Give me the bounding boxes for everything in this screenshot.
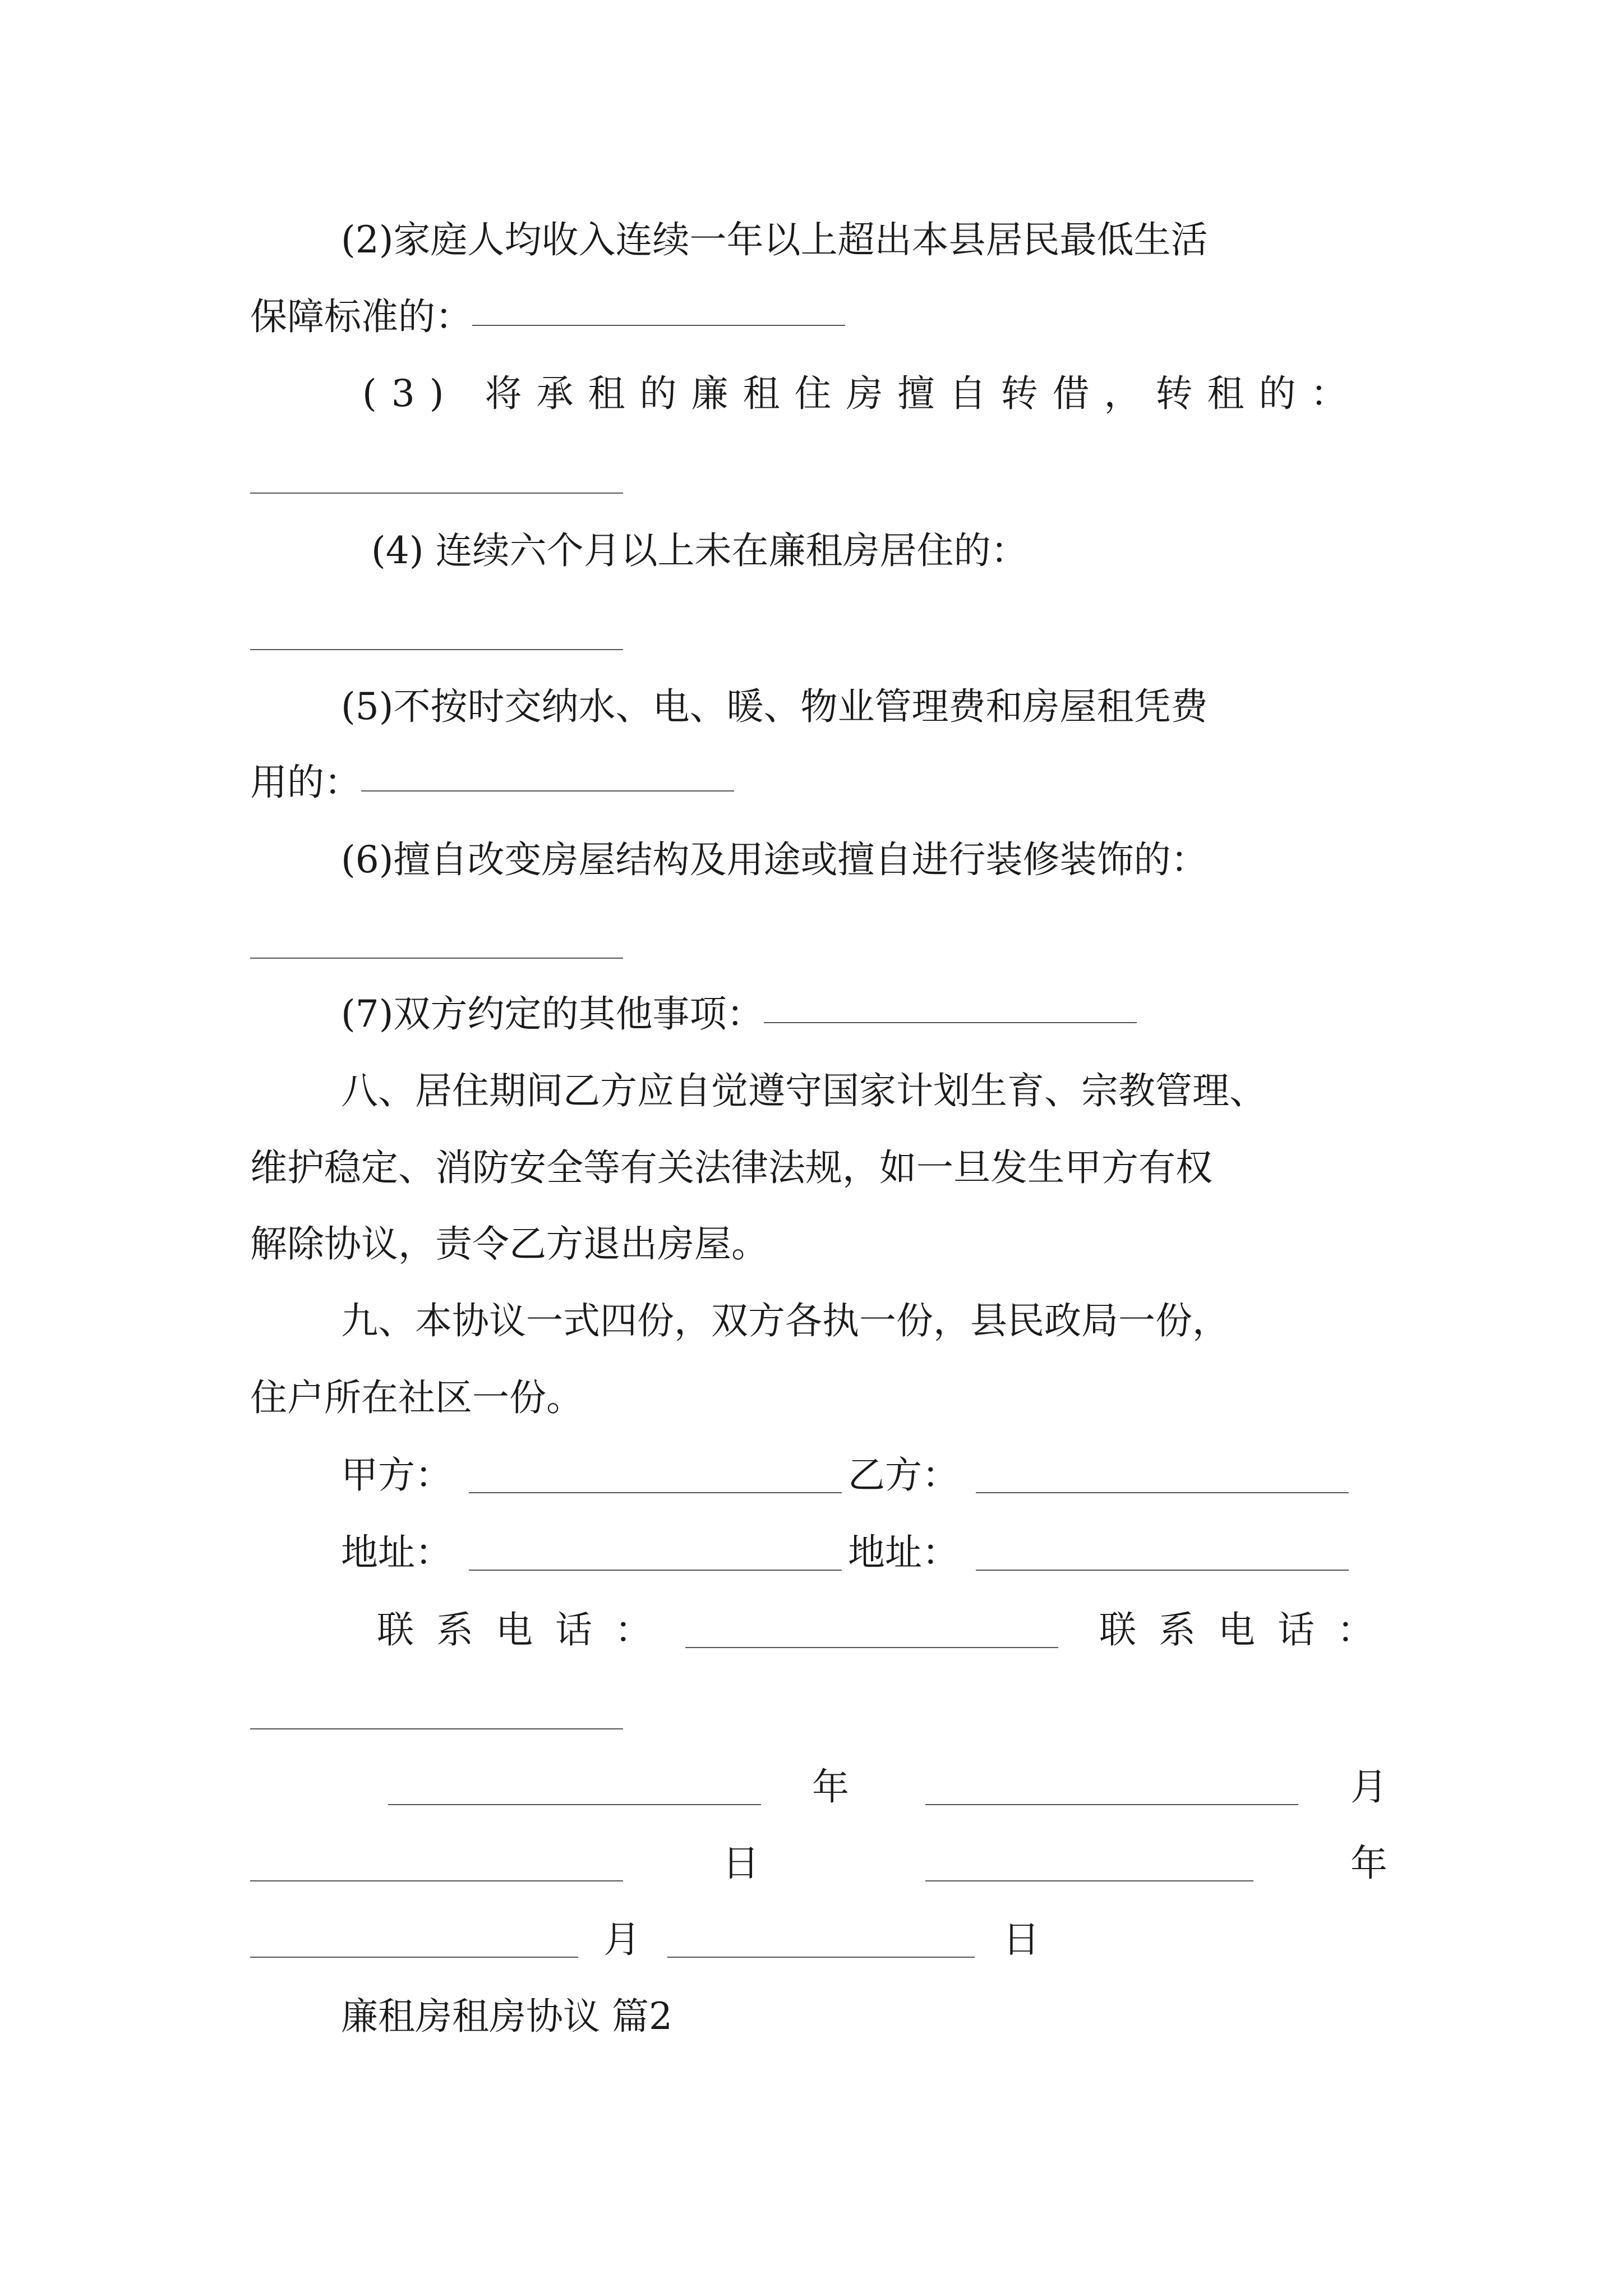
item-2-label: 保障标准的：	[250, 295, 472, 338]
item-2-blank[interactable]	[472, 325, 845, 326]
item-3-blank[interactable]	[250, 493, 623, 494]
item-5-label: 用的：	[250, 761, 361, 804]
date-a-day-label: 日	[722, 1842, 759, 1885]
clause-8-line-1: 八、居住期间乙方应自觉遵守国家计划生育、宗教管理、	[341, 1069, 1266, 1112]
date-a-day-blank[interactable]	[250, 1880, 623, 1881]
party-b-label: 乙方：	[848, 1453, 959, 1497]
item-2-line-2	[250, 295, 845, 339]
date-a-month-label: 月	[1350, 1765, 1387, 1809]
date-b-year-blank[interactable]	[925, 1880, 1253, 1881]
item-4-line: (4) 连续六个月以上未在廉租房居住的：	[371, 529, 1028, 572]
next-section-title: 廉租房租房协议 篇2	[341, 1995, 672, 2038]
phone-a-blank[interactable]	[685, 1647, 1058, 1648]
address-a-label: 地址：	[341, 1531, 452, 1574]
address-b-blank[interactable]	[976, 1570, 1349, 1571]
date-a-month-blank[interactable]	[925, 1804, 1298, 1805]
item-3-line	[362, 371, 1363, 416]
item-5-line-2	[250, 760, 734, 805]
clause-8-line-3: 解除协议，责令乙方退出房屋。	[250, 1222, 768, 1266]
clause-9-line-2: 住户所在社区一份。	[250, 1376, 583, 1419]
date-b-year-label: 年	[1350, 1842, 1387, 1885]
date-b-day-label: 日	[1003, 1918, 1040, 1961]
item-5-line-1: (5)不按时交纳水、电、暖、物业管理费和房屋租凭费	[341, 685, 1208, 728]
address-b-label: 地址：	[848, 1531, 959, 1574]
clause-9-line-1: 九、本协议一式四份，双方各执一份，县民政局一份，	[341, 1299, 1229, 1342]
item-7-label: (7)双方约定的其他事项：	[341, 992, 764, 1036]
date-b-month-blank[interactable]	[250, 1957, 578, 1958]
item-7-line	[341, 992, 1137, 1037]
phone-a-label: 联系电话：	[377, 1608, 674, 1651]
party-b-blank[interactable]	[976, 1492, 1349, 1493]
date-b-month-label: 月	[603, 1918, 640, 1961]
phone-b-blank[interactable]	[250, 1728, 623, 1729]
address-a-blank[interactable]	[469, 1570, 842, 1571]
item-7-blank[interactable]	[764, 1022, 1137, 1023]
clause-8-line-2: 维护稳定、消防安全等有关法律法规，如一旦发生甲方有权	[250, 1146, 1212, 1189]
date-a-year-label: 年	[812, 1765, 849, 1809]
item-3-text: (3) 将承租的廉租住房擅自转借，转租的：	[362, 372, 1362, 415]
item-2-line-1: (2)家庭人均收入连续一年以上超出本县居民最低生活	[341, 218, 1208, 261]
item-6-blank[interactable]	[250, 958, 623, 959]
party-a-blank[interactable]	[469, 1492, 842, 1493]
item-5-blank[interactable]	[361, 790, 734, 792]
date-b-day-blank[interactable]	[667, 1957, 975, 1958]
phone-b-label: 联系电话：	[1099, 1608, 1396, 1651]
item-4-blank[interactable]	[250, 649, 623, 650]
party-a-label: 甲方：	[341, 1453, 452, 1497]
item-6-line: (6)擅自改变房屋结构及用途或擅自进行装修装饰的：	[341, 838, 1208, 881]
date-a-year-blank[interactable]	[388, 1804, 761, 1805]
